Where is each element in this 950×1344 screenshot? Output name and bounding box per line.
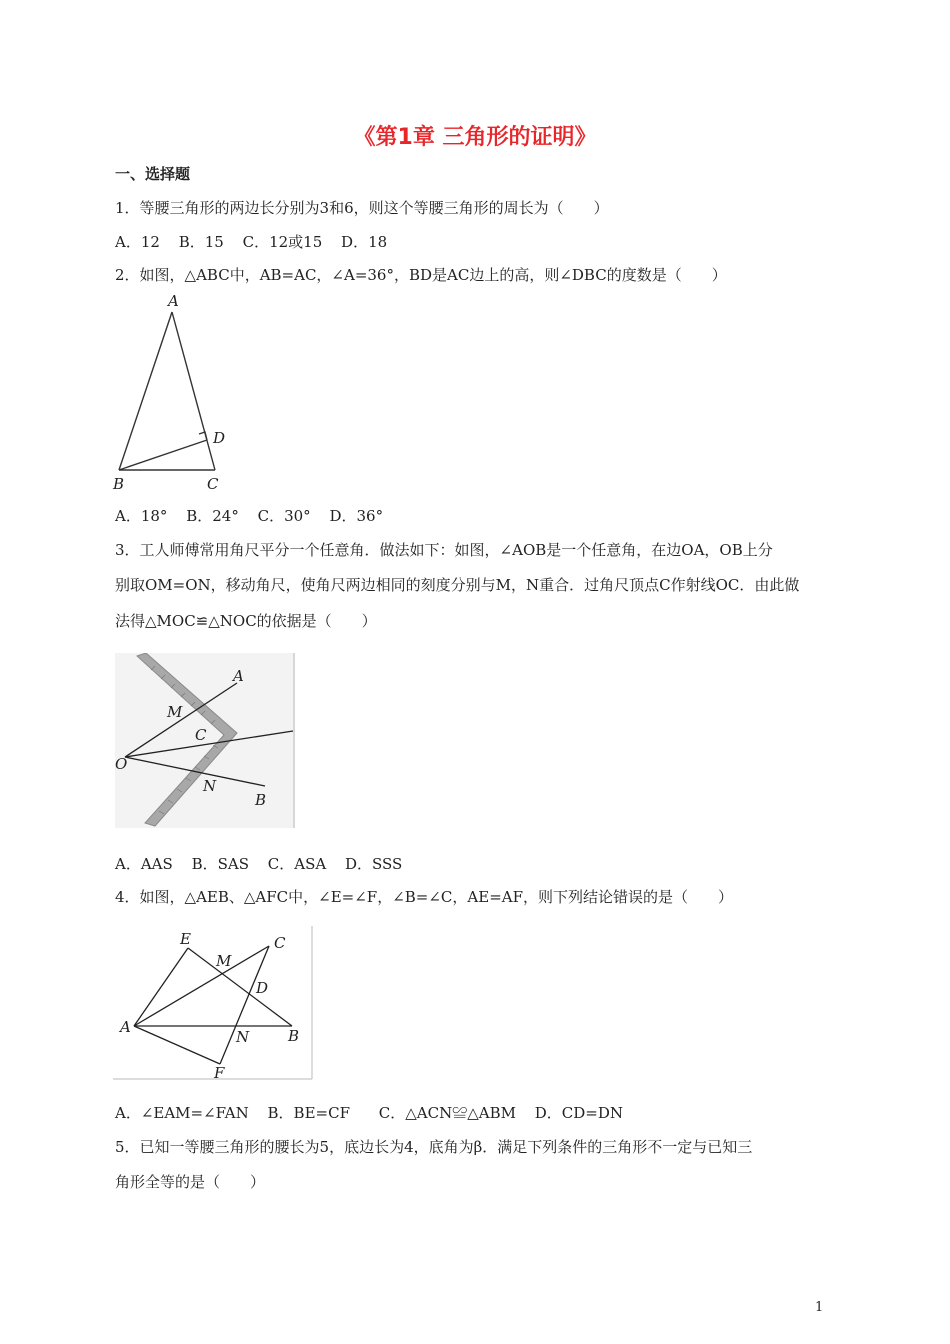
option-b: B．BE=CF (267, 1104, 350, 1122)
section-heading: 一、选择题 (115, 165, 191, 183)
label-c: C (274, 934, 286, 952)
option-d: D．CD=DN (534, 1104, 623, 1122)
label-d: D (213, 429, 226, 447)
option-d: D．36° (329, 507, 384, 525)
question-4-text: 4．如图，△AEB、△AFC中，∠E=∠F，∠B=∠C，AE=AF，则下列结论错误的是（ ） (115, 888, 733, 906)
option-a: A．18° (115, 507, 168, 525)
page-title: 《第1章 三角形的证明》 (353, 125, 597, 150)
option-c: C．12或15 (242, 233, 323, 251)
label-f: F (214, 1064, 225, 1082)
label-d: D (256, 979, 269, 997)
option-c: C．ASA (267, 855, 327, 873)
triangle-abc-figure (105, 290, 245, 504)
option-b: B．24° (186, 507, 239, 525)
option-d: D．18 (341, 233, 388, 251)
question-1-options (115, 231, 401, 252)
option-a: A．12 (115, 233, 160, 251)
option-b: B．SAS (191, 855, 249, 873)
altitude-bd (119, 440, 207, 470)
page-number: 1 (815, 1300, 824, 1315)
question-3-line-3: 法得△MOC≌△NOC的依据是（ ） (115, 612, 377, 630)
side-ae (134, 948, 188, 1026)
option-a: A．∠EAM=∠FAN (115, 1104, 249, 1122)
label-n: N (203, 777, 217, 795)
label-c: C (207, 475, 219, 493)
side-af (134, 1026, 220, 1064)
question-3-line-1: 3．工人师傅常用角尺平分一个任意角．做法如下：如图，∠AOB是一个任意角，在边OA，OB上分 (115, 541, 773, 559)
question-4-options (115, 1102, 637, 1123)
option-c: C．30° (257, 507, 311, 525)
side-ab (119, 312, 172, 470)
question-5-line-1: 5．已知一等腰三角形的腰长为5，底边长为4，底角为β．满足下列条件的三角形不一定与已知三 (115, 1138, 753, 1156)
question-2-text: 2．如图，△ABC中，AB=AC，∠A=36°，BD是AC边上的高，则∠DBC的度数是（ ） (115, 266, 727, 284)
label-o: O (115, 755, 128, 773)
option-b: B．15 (178, 233, 224, 251)
label-a: A (168, 292, 179, 310)
question-3-line-2: 别取OM=ON，移动角尺，使角尺两边相同的刻度分别与M，N重合．过角尺顶点C作射线OC．由此做 (115, 576, 800, 594)
label-b: B (255, 791, 267, 809)
label-a: A (233, 667, 244, 685)
triangles-aeb-afc-figure (112, 924, 314, 1086)
question-3-options (115, 853, 416, 874)
question-5-line-2: 角形全等的是（ ） (115, 1173, 266, 1191)
question-1-text: 1．等腰三角形的两边长分别为3和6，则这个等腰三角形的周长为（ ） (115, 199, 609, 217)
label-m: M (216, 952, 232, 970)
label-e: E (180, 930, 191, 948)
label-b: B (113, 475, 125, 493)
question-2-options (115, 505, 397, 526)
option-c: C．△ACN≌△ABM (378, 1104, 516, 1122)
label-n: N (236, 1028, 250, 1046)
label-b: B (288, 1027, 300, 1045)
label-c: C (195, 726, 207, 744)
label-a: A (120, 1018, 131, 1036)
option-a: A．AAS (115, 855, 173, 873)
side-ac (172, 312, 215, 470)
option-d: D．SSS (344, 855, 403, 873)
angle-bisector-figure (115, 653, 297, 833)
label-m: M (167, 703, 183, 721)
